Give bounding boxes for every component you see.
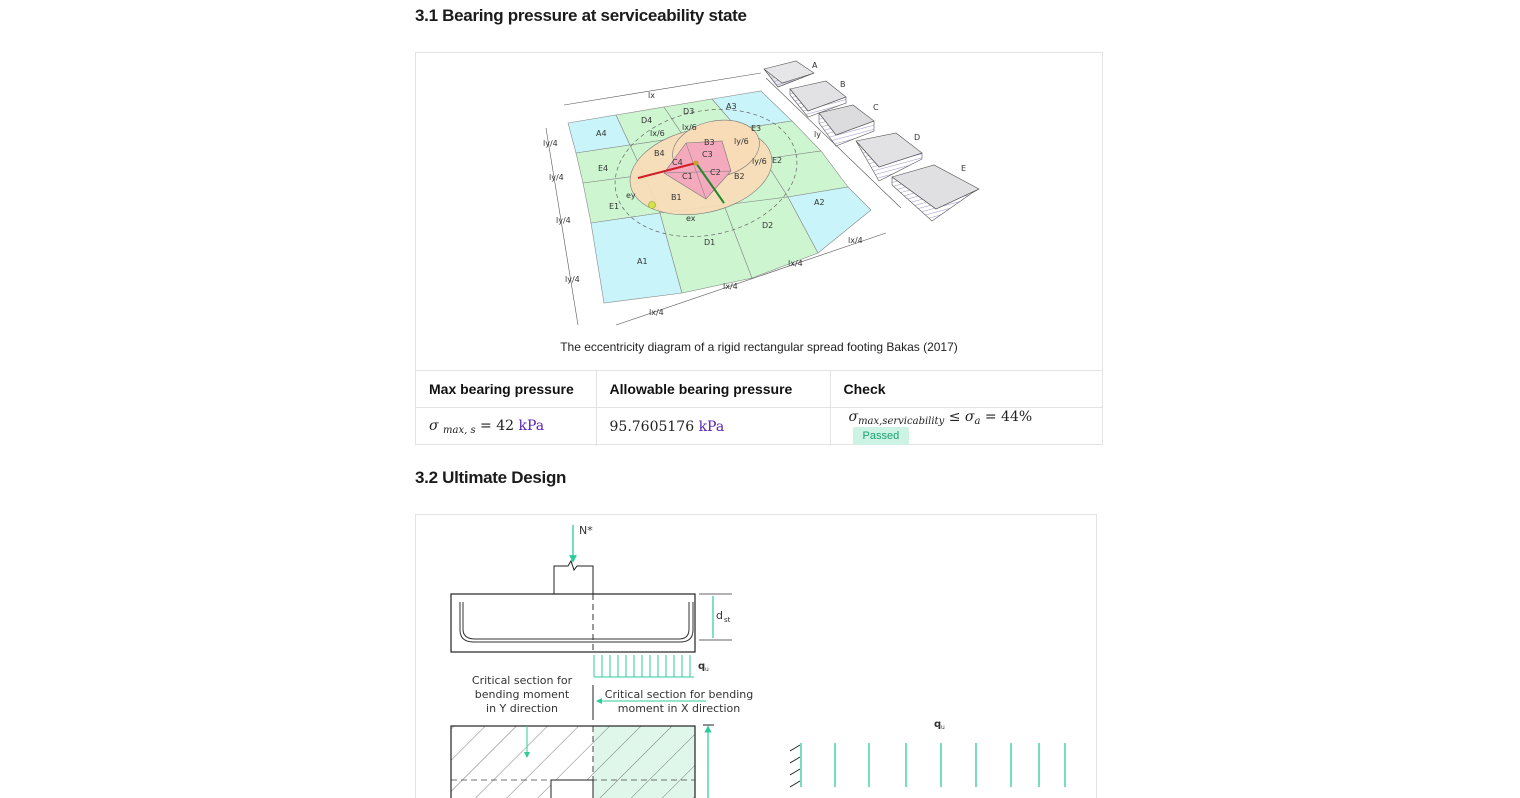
svg-text:lx/4: lx/4 xyxy=(788,259,803,268)
svg-text:A3: A3 xyxy=(726,102,737,111)
svg-text:Critical section for bending: Critical section for bending xyxy=(604,688,754,701)
pressure-arrows xyxy=(594,655,694,677)
svg-text:lx/6: lx/6 xyxy=(682,123,697,132)
svg-text:B3: B3 xyxy=(704,138,715,147)
ultimate-design-card xyxy=(415,514,1097,798)
header-check: Check xyxy=(830,371,1102,408)
table-row xyxy=(416,408,1102,446)
svg-text:q: q xyxy=(934,719,942,730)
svg-text:A1: A1 xyxy=(637,257,648,266)
svg-text:d: d xyxy=(716,609,723,622)
svg-text:E1: E1 xyxy=(609,202,620,211)
svg-text:ly/6: ly/6 xyxy=(734,137,749,146)
footing-section xyxy=(451,594,695,652)
svg-text:C1: C1 xyxy=(682,172,693,181)
header-max-bearing: Max bearing pressure xyxy=(416,371,596,408)
header-allowable-bearing: Allowable bearing pressure xyxy=(596,371,830,408)
status-badge: Passed xyxy=(853,427,910,445)
unit-kpa: kPa xyxy=(518,417,545,434)
svg-text:st: st xyxy=(724,616,731,624)
svg-text:ey: ey xyxy=(626,191,636,200)
svg-text:lx/4: lx/4 xyxy=(649,308,664,317)
section-heading-ultimate: 3.2 Ultimate Design xyxy=(415,468,567,487)
svg-text:lx/4: lx/4 xyxy=(723,282,738,291)
svg-text:D2: D2 xyxy=(762,221,774,230)
svg-text:C4: C4 xyxy=(672,158,683,167)
svg-text:ly: ly xyxy=(814,130,821,139)
footing-section-diagram xyxy=(416,515,1097,798)
svg-text:bending moment: bending moment xyxy=(474,688,570,701)
svg-text:u: u xyxy=(941,724,945,731)
svg-text:D: D xyxy=(914,133,921,142)
serviceability-card xyxy=(415,52,1103,445)
svg-text:E2: E2 xyxy=(772,156,783,165)
check-value: $\sigma_{max,servicability} \le \sigma_a = 44\%$ Passed xyxy=(830,408,1102,446)
svg-text:ly/4: ly/4 xyxy=(543,139,558,148)
svg-text:A2: A2 xyxy=(814,198,825,207)
svg-text:lx: lx xyxy=(648,91,655,100)
svg-text:E: E xyxy=(961,164,967,173)
svg-text:A4: A4 xyxy=(596,129,607,138)
svg-text:B: B xyxy=(840,80,846,89)
svg-text:Critical section for: Critical section for xyxy=(471,674,573,687)
svg-text:D1: D1 xyxy=(704,238,716,247)
svg-text:q: q xyxy=(698,661,706,672)
svg-text:ex: ex xyxy=(686,214,696,223)
svg-text:ly/4: ly/4 xyxy=(549,173,564,182)
svg-text:ly/4: ly/4 xyxy=(556,216,571,225)
svg-text:C: C xyxy=(873,103,879,112)
svg-text:A: A xyxy=(812,61,818,70)
figure-caption: The eccentricity diagram of a rigid rectangular spread footing Bakas (2017) xyxy=(560,340,958,354)
svg-text:D4: D4 xyxy=(641,116,653,125)
fixed-support-hatch xyxy=(790,745,800,787)
unit-kpa: kPa xyxy=(698,418,725,435)
svg-text:C2: C2 xyxy=(710,168,721,177)
svg-text:u: u xyxy=(705,666,709,673)
svg-text:E3: E3 xyxy=(751,124,762,133)
section-heading-serviceability: 3.1 Bearing pressure at serviceability state xyxy=(415,6,747,25)
svg-text:ly/6: ly/6 xyxy=(752,157,767,166)
svg-text:D3: D3 xyxy=(683,107,695,116)
eccentricity-diagram xyxy=(416,53,1102,370)
bearing-pressure-table xyxy=(416,370,1102,446)
svg-text:B2: B2 xyxy=(734,172,745,181)
svg-text:lx/6: lx/6 xyxy=(650,129,665,138)
svg-text:ly/4: ly/4 xyxy=(565,275,580,284)
svg-text:lx/4: lx/4 xyxy=(848,236,863,245)
svg-text:C3: C3 xyxy=(702,150,713,159)
svg-text:E4: E4 xyxy=(598,164,609,173)
allowable-bearing-value: 95.7605176 kPa xyxy=(596,408,830,446)
svg-text:N*: N* xyxy=(579,524,593,537)
svg-text:in Y direction: in Y direction xyxy=(486,702,558,715)
svg-text:B1: B1 xyxy=(671,193,682,202)
svg-text:moment in X direction: moment in X direction xyxy=(617,702,741,715)
max-bearing-value: σ $_{max, s}$ = 42 kPa xyxy=(416,408,596,446)
svg-text:B4: B4 xyxy=(654,149,665,158)
distributed-load-lines xyxy=(801,743,1065,787)
